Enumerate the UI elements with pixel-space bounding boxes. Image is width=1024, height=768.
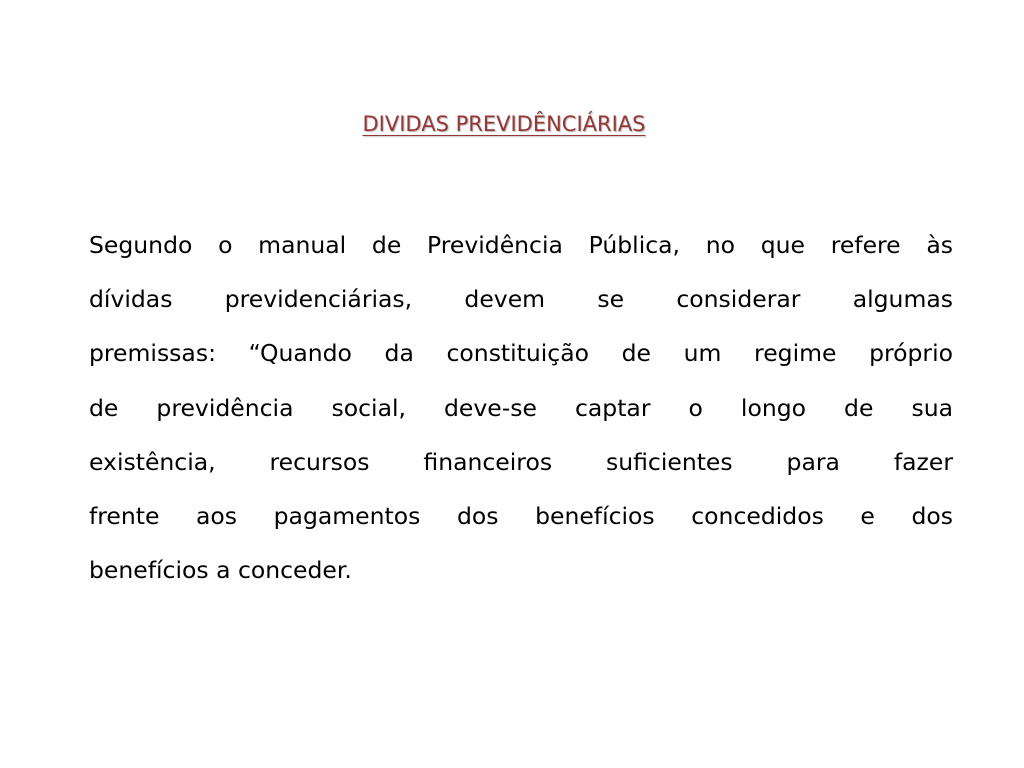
body-line: existência, recursos financeiros suficientes para fazer <box>89 447 953 476</box>
body-line: premissas: “Quando da constituição de um regime próprio <box>89 339 953 368</box>
slide-body-text <box>89 218 953 597</box>
body-line: dívidas previdenciárias, devem se considerar algumas <box>89 285 953 314</box>
body-line: benefícios a conceder. <box>89 556 352 585</box>
body-line: de previdência social, deve-se captar o longo de sua <box>89 393 953 422</box>
body-line: frente aos pagamentos dos benefícios concedidos e dos <box>89 501 953 530</box>
body-line: Segundo o manual de Previdência Pública, no que refere às <box>89 231 953 259</box>
slide-title: DIVIDAS PREVIDÊNCIÁRIAS <box>362 112 646 136</box>
